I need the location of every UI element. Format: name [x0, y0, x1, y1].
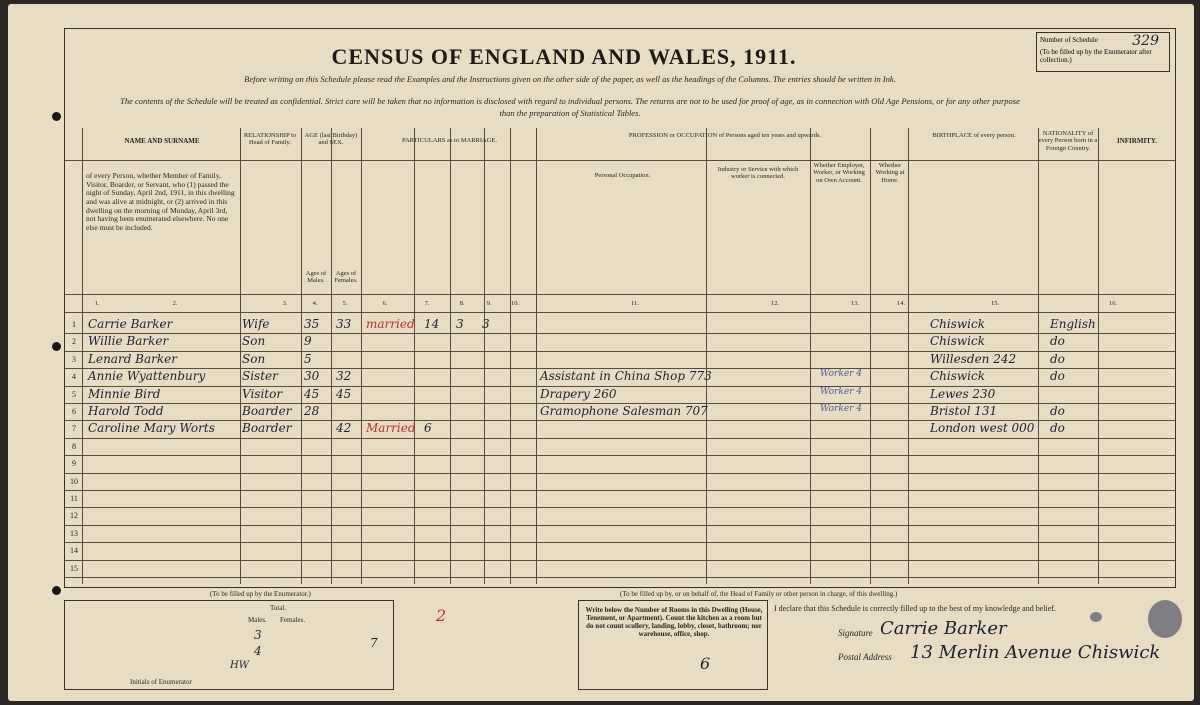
- entry-male: 45: [304, 386, 320, 401]
- entry-rel: Son: [242, 351, 266, 366]
- col-relationship-header: RELATIONSHIP to Head of Family.: [243, 132, 297, 147]
- entry-nat: do: [1050, 334, 1065, 349]
- entry-emp: Worker 4: [820, 404, 863, 414]
- at-home-subheader: Whether Working at Home.: [875, 162, 905, 184]
- row-line: [64, 525, 1176, 526]
- column-number: 2.: [172, 300, 178, 307]
- entry-male: 30: [304, 369, 320, 384]
- column-number: 16.: [1108, 300, 1118, 307]
- total-females: 4: [254, 644, 262, 658]
- row-number: 6: [72, 407, 76, 416]
- employer-subheader: Whether Employer, Worker, or Working on Own Account.: [813, 162, 865, 184]
- entry-nat: English: [1050, 317, 1096, 331]
- entry-name: Willie Barker: [88, 334, 169, 349]
- entry-years: 6: [424, 421, 432, 436]
- ink-stain: [1090, 612, 1102, 622]
- column-number: 12.: [770, 300, 780, 307]
- ink-stain: [1148, 600, 1182, 638]
- col-name-header: NAME AND SURNAME: [124, 137, 200, 145]
- signature: Carrie Barker: [880, 618, 1007, 639]
- row-number: 8: [72, 441, 76, 451]
- entry-birthplace: Willesden 242: [930, 351, 1017, 366]
- females-label: Females.: [280, 616, 306, 624]
- row-number: 2: [72, 337, 76, 347]
- entry-birthplace: Lewes 230: [930, 386, 996, 401]
- females-subheader: Ages of Females.: [334, 270, 358, 285]
- column-number: 3.: [282, 300, 288, 307]
- entry-born: 3: [456, 317, 464, 331]
- col-age-header: AGE (last Birthday) and SEX.: [304, 132, 358, 147]
- row-number: 11: [70, 494, 78, 503]
- entry-birthplace: Chiswick: [930, 334, 986, 349]
- personal-occupation-subheader: Personal Occupation.: [594, 172, 651, 179]
- column-number: 14.: [896, 300, 906, 307]
- total-label: Total.: [270, 604, 287, 612]
- entry-female: 33: [336, 317, 352, 331]
- red-mark: 2: [436, 606, 447, 625]
- entry-rel: Boarder: [242, 421, 292, 436]
- total-persons: 7: [370, 636, 378, 650]
- column-number: 6.: [382, 300, 388, 307]
- entry-nat: do: [1050, 421, 1065, 436]
- entry-male: 9: [304, 334, 312, 349]
- enumerator-box: [64, 600, 394, 690]
- col-nationality-header: NATIONALITY of every Person born in a Foreign Country.: [1038, 130, 1098, 152]
- entry-rel: Visitor: [242, 386, 283, 401]
- column-number: 5.: [342, 300, 348, 307]
- row-number: 13: [70, 528, 78, 538]
- entry-name: Caroline Mary Worts: [88, 421, 215, 436]
- declaration: I declare that this Schedule is correctly filled up to the best of my knowledge and belief.: [774, 604, 1056, 613]
- row-line: [64, 438, 1176, 439]
- enumerator-initials: HW: [230, 660, 249, 671]
- row-line: [64, 473, 1176, 474]
- entry-rel: Sister: [242, 369, 278, 384]
- entry-living: 3: [482, 317, 490, 331]
- schedule-number-box: [1036, 32, 1170, 72]
- schedule-number: 329: [1132, 33, 1159, 49]
- row-line: [64, 542, 1176, 543]
- entry-male: 5: [304, 351, 312, 366]
- column-number: 1.: [94, 300, 100, 307]
- entry-status: Married: [366, 421, 416, 436]
- entry-nat: do: [1050, 369, 1065, 384]
- entry-male: 35: [304, 317, 320, 331]
- males-subheader: Ages of Males.: [305, 270, 327, 285]
- row-number: 10: [70, 476, 78, 486]
- row-line: [64, 490, 1176, 491]
- entry-birthplace: Chiswick: [930, 317, 986, 331]
- males-label: Males.: [248, 616, 267, 624]
- row-line: [64, 577, 1176, 578]
- statistical-line: than the preparation of Statistical Tables.: [499, 108, 641, 118]
- rooms-text: Write below the Number of Rooms in this Dwelling (House, Tenement, or Apartment). Count the kitchen as a room but do not count scullery, landing, lobby, closet, bathroom; nor warehouse, office, shop.: [585, 606, 763, 638]
- column-number: 9.: [486, 300, 492, 307]
- entry-name: Annie Wyattenbury: [88, 369, 206, 384]
- postal-address: 13 Merlin Avenue Chiswick: [910, 642, 1161, 663]
- address-label: Postal Address: [838, 652, 892, 662]
- entry-birthplace: Chiswick: [930, 369, 986, 384]
- row-number: 1: [72, 320, 76, 329]
- head-note: (To be filled up by, or on behalf of, the Head of Family or other person in charge, of this dwelling.): [620, 590, 898, 598]
- column-number: 10.: [510, 300, 520, 307]
- entry-occupation: Drapery 260: [540, 386, 617, 401]
- entry-nat: do: [1050, 404, 1065, 418]
- col-profession-header: PROFESSION or OCCUPATION of Persons aged ten years and upwards.: [628, 132, 822, 139]
- name-instructions: of every Person, whether Member of Family, Visitor, Boarder, or Servant, who (1) passed the night of Sunday, April 2nd, 1911, in this dwelling and was alive at midnight, or (2) arrived in this dwelling on the morning of Monday, April 3rd, not having been enumerated elsewhere. No one else must be included.: [86, 171, 235, 232]
- entry-nat: do: [1050, 351, 1065, 366]
- row-number: 9: [72, 459, 76, 469]
- punch-hole: [52, 342, 61, 351]
- entry-name: Harold Todd: [88, 404, 164, 418]
- page-title: CENSUS OF ENGLAND AND WALES, 1911.: [331, 44, 797, 69]
- entry-emp: Worker 4: [820, 369, 863, 380]
- entry-name: Minnie Bird: [88, 386, 161, 401]
- enumerator-note: (To be filled up by the Enumerator.): [210, 590, 311, 598]
- initials-label: Initials of Enumerator: [130, 678, 192, 686]
- column-number: 7.: [424, 300, 430, 307]
- punch-hole: [52, 112, 61, 121]
- signature-label: Signature: [838, 628, 873, 638]
- row-number: 14: [70, 546, 78, 556]
- entry-female: 32: [336, 369, 352, 384]
- row-number: 4: [72, 372, 76, 382]
- entry-occupation: Assistant in China Shop 773: [540, 369, 712, 384]
- row-number: 12: [70, 511, 78, 521]
- entry-occupation: Gramophone Salesman 707: [540, 404, 708, 418]
- entry-female: 45: [336, 386, 352, 401]
- col-marriage-header: PARTICULARS as to MARRIAGE.: [401, 137, 498, 144]
- entry-emp: Worker 4: [820, 386, 863, 397]
- punch-hole: [52, 586, 61, 595]
- entry-female: 42: [336, 421, 352, 436]
- industry-subheader: Industry or Service with which worker is connected.: [717, 166, 799, 181]
- row-line: [64, 333, 1176, 334]
- row-number: 5: [72, 389, 76, 399]
- row-line: [64, 507, 1176, 508]
- entry-male: 28: [304, 404, 320, 418]
- confidential-line: The contents of the Schedule will be treated as confidential. Strict care will be taken that no information is disclosed with regard to individual persons. The returns are not to be used for proof of age, as in connection with Old Age Pensions, or for any other purpose: [120, 96, 1020, 106]
- entry-name: Carrie Barker: [88, 317, 173, 331]
- row-number: 7: [72, 424, 76, 434]
- entry-birthplace: Bristol 131: [930, 404, 998, 418]
- entry-rel: Boarder: [242, 404, 292, 418]
- row-line: [64, 560, 1176, 561]
- column-number: 13.: [850, 300, 860, 307]
- row-number: 3: [72, 354, 76, 364]
- row-number: 15: [70, 563, 78, 573]
- column-number: 15.: [990, 300, 1000, 307]
- instruction-line: Before writing on this Schedule please read the Examples and the Instructions given on the other side of the paper, as well as the headings of the Columns. The entries should be written in Ink.: [244, 74, 896, 84]
- col-birthplace-header: BIRTHPLACE of every person.: [932, 132, 1016, 139]
- total-males: 3: [254, 628, 262, 642]
- entry-status: married: [366, 317, 415, 331]
- column-number: 4.: [312, 300, 318, 307]
- col-infirmity-header: INFIRMITY.: [1117, 137, 1157, 145]
- rooms-value: 6: [700, 654, 711, 673]
- column-number: 8.: [459, 300, 465, 307]
- entry-years: 14: [424, 317, 440, 331]
- entry-rel: Son: [242, 334, 266, 349]
- schedule-label: Number of Schedule: [1040, 36, 1098, 44]
- entry-birthplace: London west 000: [930, 421, 1035, 436]
- row-line: [64, 386, 1176, 387]
- row-line: [64, 455, 1176, 456]
- schedule-note: (To be filled up by the Enumerator after collection.): [1040, 48, 1152, 64]
- column-number: 11.: [631, 300, 639, 307]
- entry-name: Lenard Barker: [88, 351, 178, 366]
- entry-rel: Wife: [242, 317, 270, 331]
